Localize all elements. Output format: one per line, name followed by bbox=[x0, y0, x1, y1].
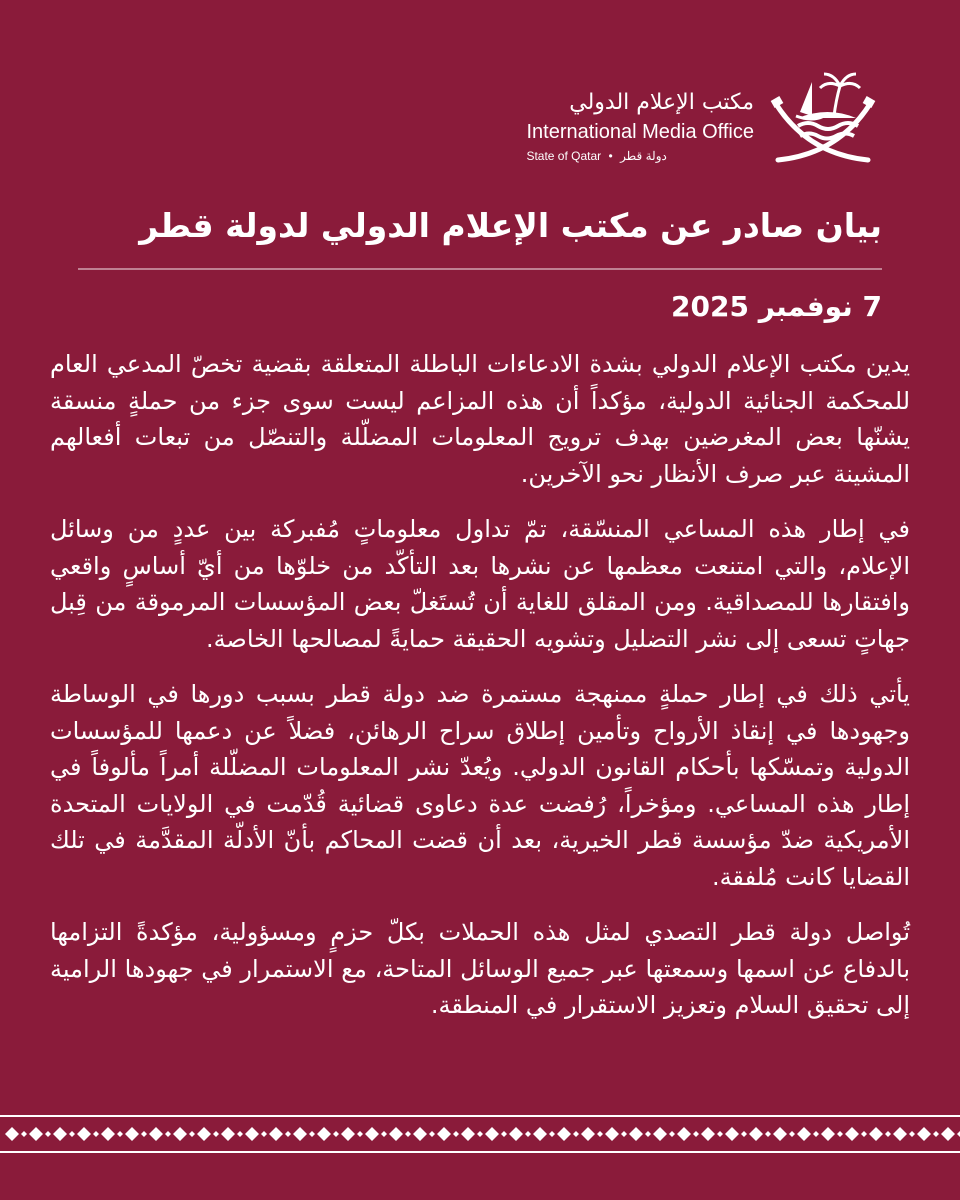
paragraph-1: يدين مكتب الإعلام الدولي بشدة الادعاءات الباطلة المتعلقة بقضية تخصّ المدعي العام للمحكمة الجنائية الدولية، مؤكداً أن هذه المزاعم ليست سوى جزء من حملةٍ منسقة يشنّها بعض المغرضين بهدف ترويج المعلومات المضلّلة والتنصّل من تبعات أفعالهم المشينة عبر صرف الأنظار نحو الآخرين. bbox=[50, 350, 910, 488]
border-dot bbox=[405, 1131, 411, 1137]
brand-subtitle-en: State of Qatar bbox=[526, 149, 602, 163]
border-diamond bbox=[365, 1127, 379, 1141]
border-dot bbox=[861, 1131, 867, 1137]
title-divider bbox=[78, 268, 882, 270]
border-diamond bbox=[269, 1127, 283, 1141]
brand-english-name: International Media Office bbox=[526, 121, 754, 143]
border-dot bbox=[69, 1131, 75, 1137]
border-dot bbox=[333, 1131, 339, 1137]
border-dot bbox=[357, 1131, 363, 1137]
border-diamond bbox=[77, 1127, 91, 1141]
border-diamond bbox=[773, 1127, 787, 1141]
border-dot bbox=[669, 1131, 675, 1137]
border-dot bbox=[501, 1131, 507, 1137]
paragraph-3: يأتي ذلك في إطار حملةٍ ممنهجة مستمرة ضد دولة قطر بسبب دورها في الوساطة وجهودها في إنقاذ الأرواح وتأمين إطلاق سراح الرهائن، فضلاً عن دعمها للمؤسسات الدولية وتمسّكها بأحكام القانون الدولي. ويُعدّ نشر المعلومات المضلّلة أمراً مألوفاً في إطار هذه المساعي. ومؤخراً، رُفضت عدة دعاوى قضائية قُدّمت في الولايات المتحدة الأمريكية ضدّ مؤسسة قطر الخيرية، بعد أن قضت المحاكم بأنّ الأدلّة المقدَّمة في تلك القضايا كانت مُلفقة. bbox=[50, 680, 910, 891]
brand-subtitle-ar: دولة قطر bbox=[620, 149, 667, 163]
border-diamond bbox=[581, 1127, 595, 1141]
border-dot bbox=[453, 1131, 459, 1137]
border-diamond bbox=[917, 1127, 931, 1141]
border-diamond bbox=[485, 1127, 499, 1141]
border-diamond bbox=[5, 1127, 19, 1141]
diamond-border-pattern-icon bbox=[0, 1104, 960, 1164]
brand-block bbox=[526, 90, 754, 164]
border-dot bbox=[741, 1131, 747, 1137]
border-diamond bbox=[797, 1127, 811, 1141]
border-diamond bbox=[893, 1127, 907, 1141]
qatar-emblem-icon bbox=[768, 68, 878, 168]
border-dot bbox=[21, 1131, 27, 1137]
border-dot bbox=[717, 1131, 723, 1137]
border-dot bbox=[933, 1131, 939, 1137]
header bbox=[318, 68, 878, 168]
border-dot bbox=[165, 1131, 171, 1137]
border-diamond bbox=[101, 1127, 115, 1141]
brand-arabic-name: مكتب الإعلام الدولي bbox=[569, 90, 754, 115]
border-diamond bbox=[533, 1127, 547, 1141]
border-dot bbox=[213, 1131, 219, 1137]
border-diamond bbox=[941, 1127, 955, 1141]
border-dot bbox=[285, 1131, 291, 1137]
border-diamond bbox=[125, 1127, 139, 1141]
border-dot bbox=[837, 1131, 843, 1137]
border-dot bbox=[789, 1131, 795, 1137]
border-dot bbox=[429, 1131, 435, 1137]
border-diamond bbox=[653, 1127, 667, 1141]
border-dot bbox=[477, 1131, 483, 1137]
border-dot bbox=[813, 1131, 819, 1137]
brand-subtitle-separator: • bbox=[608, 149, 613, 163]
statement-date: 7 نوفمبر 2025 bbox=[671, 290, 882, 323]
border-dot bbox=[693, 1131, 699, 1137]
border-dot bbox=[237, 1131, 243, 1137]
border-dot bbox=[909, 1131, 915, 1137]
border-diamond bbox=[389, 1127, 403, 1141]
border-diamond bbox=[197, 1127, 211, 1141]
border-dot bbox=[189, 1131, 195, 1137]
border-diamond bbox=[341, 1127, 355, 1141]
border-diamond bbox=[605, 1127, 619, 1141]
border-diamond bbox=[701, 1127, 715, 1141]
border-dot bbox=[381, 1131, 387, 1137]
border-diamond bbox=[677, 1127, 691, 1141]
border-diamond bbox=[293, 1127, 307, 1141]
border-diamond bbox=[221, 1127, 235, 1141]
border-dot bbox=[93, 1131, 99, 1137]
border-dot bbox=[261, 1131, 267, 1137]
border-dot bbox=[765, 1131, 771, 1137]
border-dot bbox=[309, 1131, 315, 1137]
paragraph-4: تُواصل دولة قطر التصدي لمثل هذه الحملات بكلّ حزمٍ ومسؤولية، مؤكدةً التزامها بالدفاع عن اسمها وسمعتها عبر جميع الوسائل المتاحة، مع الاستمرار في جهودها الرامية إلى تحقيق السلام وتعزيز الاستقرار في المنطقة. bbox=[50, 918, 910, 1019]
border-diamond bbox=[557, 1127, 571, 1141]
border-diamond bbox=[245, 1127, 259, 1141]
border-diamond bbox=[437, 1127, 451, 1141]
border-diamond bbox=[53, 1127, 67, 1141]
border-diamond bbox=[725, 1127, 739, 1141]
border-dot bbox=[525, 1131, 531, 1137]
statement-title: بيان صادر عن مكتب الإعلام الدولي لدولة قطر bbox=[139, 206, 882, 245]
border-dot bbox=[141, 1131, 147, 1137]
border-diamond bbox=[149, 1127, 163, 1141]
border-dot bbox=[885, 1131, 891, 1137]
border-diamond bbox=[413, 1127, 427, 1141]
border-diamond bbox=[173, 1127, 187, 1141]
border-dot bbox=[45, 1131, 51, 1137]
border-diamond bbox=[869, 1127, 883, 1141]
border-diamond bbox=[317, 1127, 331, 1141]
statement-body bbox=[50, 346, 910, 1043]
border-diamond bbox=[509, 1127, 523, 1141]
border-diamond bbox=[749, 1127, 763, 1141]
border-diamond bbox=[629, 1127, 643, 1141]
border-dot bbox=[597, 1131, 603, 1137]
brand-subtitle bbox=[526, 148, 754, 164]
border-dot bbox=[621, 1131, 627, 1137]
border-dot bbox=[117, 1131, 123, 1137]
border-dot bbox=[573, 1131, 579, 1137]
border-diamond bbox=[845, 1127, 859, 1141]
paragraph-2: في إطار هذه المساعي المنسّقة، تمّ تداول معلوماتٍ مُفبركة بين عددٍ من وسائل الإعلام، والتي امتنعت معظمها عن نشرها بعد التأكّد من خلوّها من أيّ أساسٍ واقعي وافتقارها للمصداقية. ومن المقلق للغاية أن تُستَغلّ بعض المؤسسات المرموقة من قِبل جهاتٍ تسعى إلى نشر التضليل وتشويه الحقيقة حمايةً لمصالحها الخاصة. bbox=[50, 515, 910, 653]
border-dot bbox=[645, 1131, 651, 1137]
border-diamond bbox=[821, 1127, 835, 1141]
border-diamond bbox=[29, 1127, 43, 1141]
border-dot bbox=[549, 1131, 555, 1137]
border-diamond bbox=[461, 1127, 475, 1141]
